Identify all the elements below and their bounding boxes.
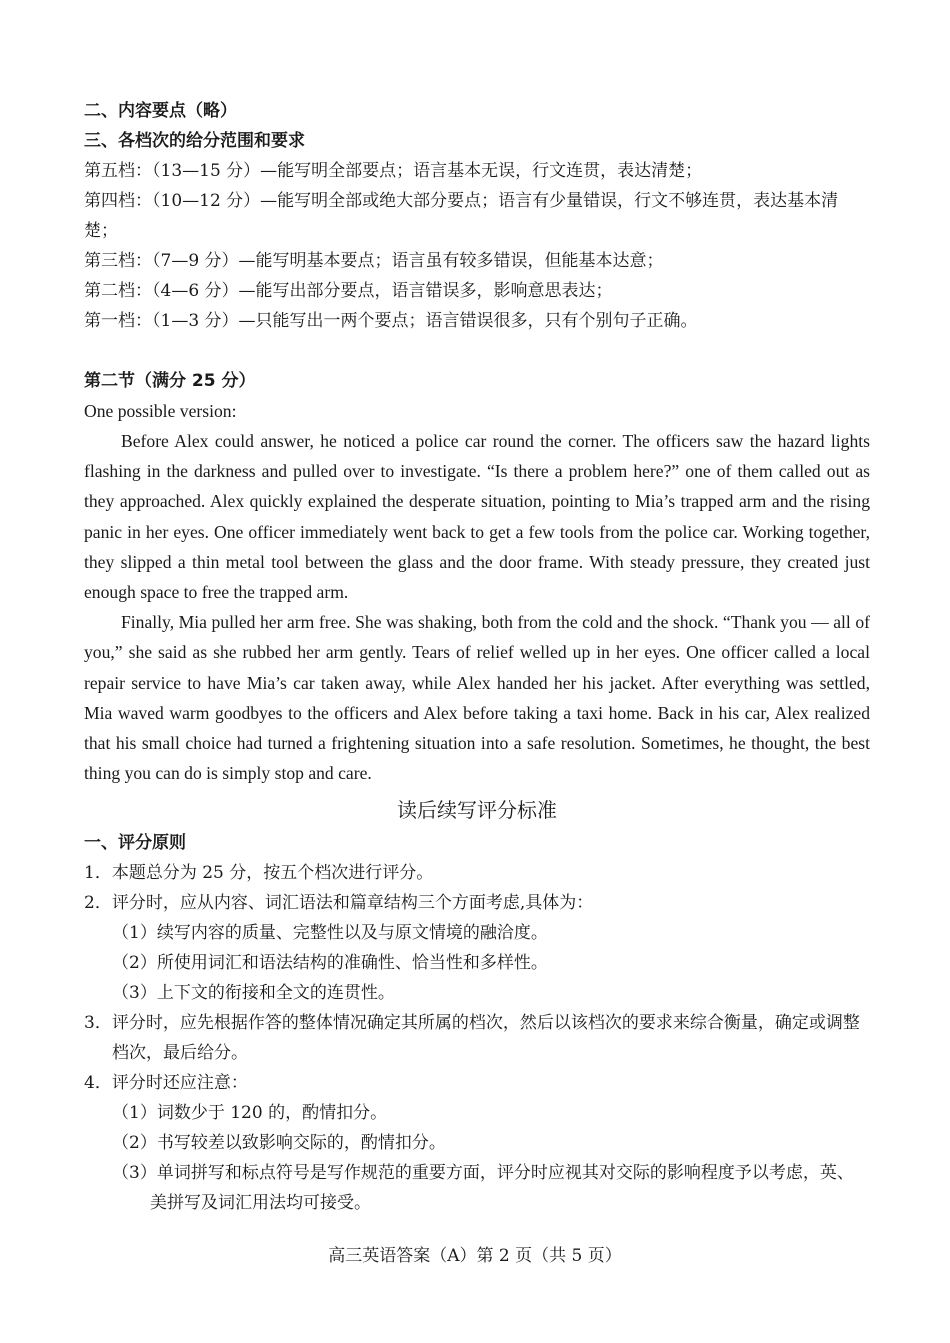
principle-item-2-sub-3: （3）上下文的衔接和全文的连贯性。	[112, 983, 395, 1004]
section-two-title: 二、内容要点（略）	[84, 101, 237, 121]
grade-one: 第一档：（1—3 分）—只能写出一两个要点；语言错误很多，只有个别句子正确。	[84, 311, 698, 331]
page-content	[84, 96, 870, 1218]
principles-title: 一、评分原则	[84, 833, 186, 854]
page-footer: 高三英语答案（A）第 2 页（共 5 页）	[328, 1246, 622, 1266]
principle-item-4-sub-2: （2）书写较差以致影响交际的，酌情扣分。	[112, 1133, 446, 1154]
essay-paragraph-1: Before Alex could answer, he noticed a police car round the corner. The officers saw the hazard lights flashing in the darkness and pulled over to investigate. “Is there a problem here?” one of them called out as they approached. Alex quickly explained the desperate situation, pointing to Mia’s trapped arm and the rising panic in her eyes. One officer immediately went back to get a few tools from the police car. Working together, they slipped a thin metal tool between the glass and the door frame. With steady pressure, they created just enough space to free the trapped arm.	[84, 431, 870, 603]
version-label: One possible version:	[84, 401, 237, 421]
grade-two: 第二档：（4—6 分）—能写出部分要点，语言错误多，影响意思表达；	[84, 281, 613, 301]
principle-item-3: 3．评分时，应先根据作答的整体情况确定其所属的档次，然后以该档次的要求来综合衡量，确定或调整档次，最后给分。	[84, 1013, 860, 1064]
principle-item-2: 2．评分时，应从内容、词汇语法和篇章结构三个方面考虑,具体为：	[84, 893, 594, 914]
section-three-title: 三、各档次的给分范围和要求	[84, 131, 305, 151]
grade-five: 第五档：（13—15 分）—能写明全部要点；语言基本无误，行文连贯，表达清楚；	[84, 161, 703, 181]
rubric-title: 读后续写评分标准	[397, 798, 557, 823]
principle-item-1: 1．本题总分为 25 分，按五个档次进行评分。	[84, 863, 434, 884]
essay-paragraph-2: Finally, Mia pulled her arm free. She was shaking, both from the cold and the shock. “Thank you — all of you,” she said as she rubbed her arm gently. Tears of relief welled up in her eyes. One officer called a local repair service to have Mia’s car taken away, while Alex handed her his jacket. After everything was settled, Mia waved warm goodbyes to the officers and Alex before taking a taxi home. Back in his car, Alex realized that his small choice had turned a frightening situation into a safe resolution. Sometimes, he thought, the best thing you can do is simply stop and care.	[84, 612, 870, 784]
grade-four: 第四档：（10—12 分）—能写明全部或绝大部分要点；语言有少量错误，行文不够连贯，表达基本清楚；	[84, 191, 839, 241]
principle-item-4: 4．评分时还应注意：	[84, 1073, 248, 1094]
principle-item-2-sub-1: （1）续写内容的质量、完整性以及与原文情境的融洽度。	[112, 923, 548, 944]
principle-item-4-sub-3: （3）单词拼写和标点符号是写作规范的重要方面，评分时应视其对交际的影响程度予以考虑，英、美拼写及词汇用法均可接受。	[112, 1163, 854, 1214]
grade-three: 第三档：（7—9 分）—能写明基本要点；语言虽有较多错误，但能基本达意；	[84, 251, 664, 271]
spacer	[84, 336, 870, 366]
part-two-title: 第二节（满分 25 分）	[84, 371, 256, 391]
principle-item-2-sub-2: （2）所使用词汇和语法结构的准确性、恰当性和多样性。	[112, 953, 548, 974]
principle-item-4-sub-1: （1）词数少于 120 的，酌情扣分。	[112, 1103, 388, 1124]
